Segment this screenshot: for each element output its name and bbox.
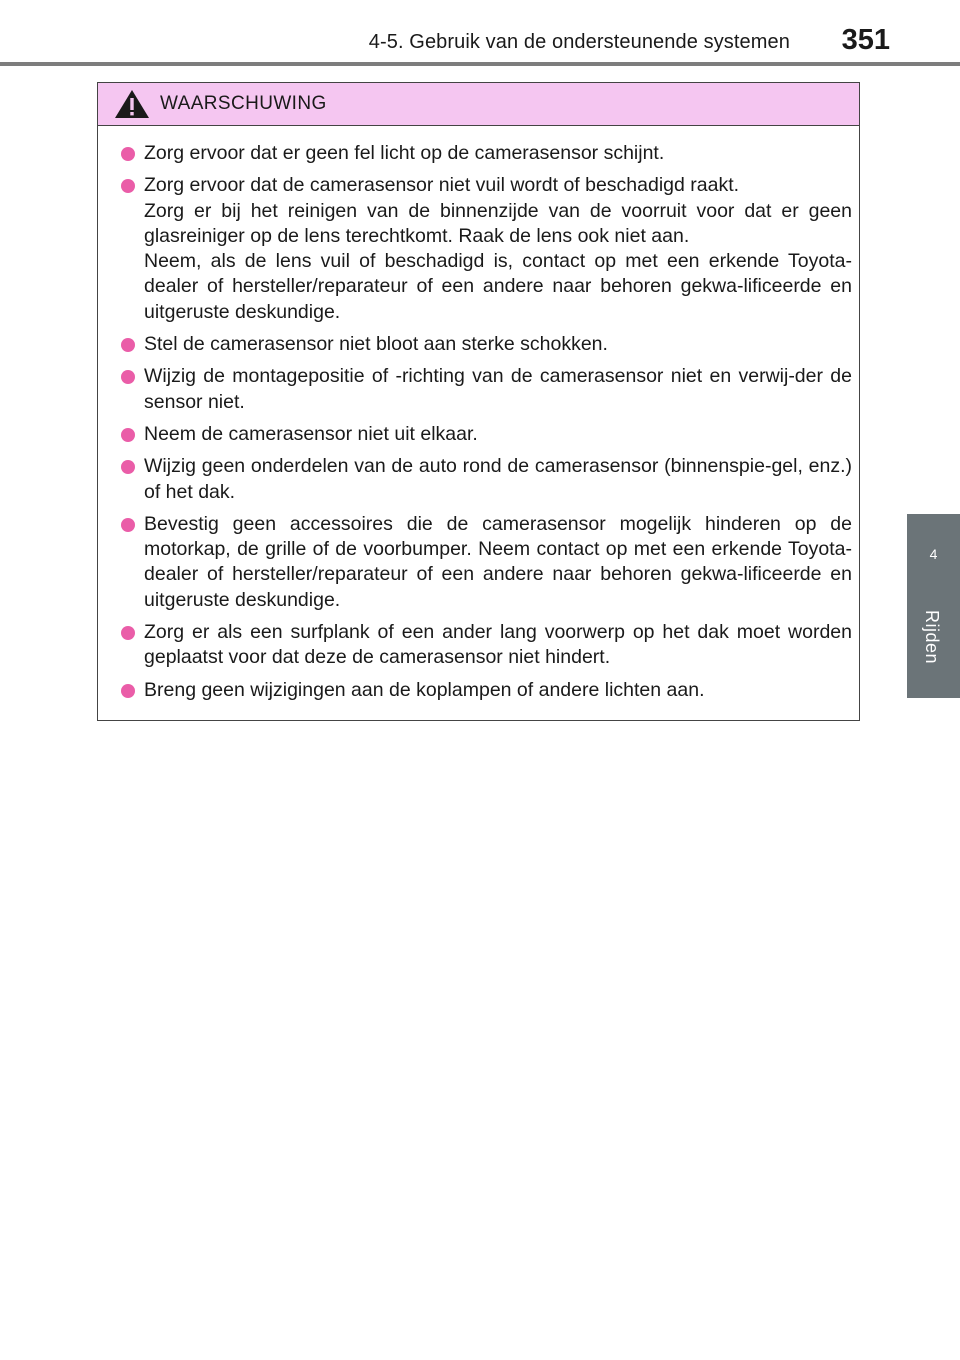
warning-item — [98, 422, 859, 447]
bullet-icon — [121, 428, 135, 442]
warning-item — [98, 454, 859, 505]
bullet-icon — [121, 626, 135, 640]
bullet-icon — [121, 147, 135, 161]
warning-item-text: Neem de camerasensor niet uit elkaar. — [144, 422, 478, 445]
chapter-tab — [907, 514, 960, 698]
warning-item-text: Zorg er als een surfplank of een ander lang voorwerp op het dak moet worden geplaatst voor dat deze de camerasensor niet hindert. — [144, 621, 852, 669]
warning-item-text: Zorg ervoor dat de camerasensor niet vuil wordt of beschadigd raakt. — [144, 174, 740, 197]
warning-item — [98, 364, 859, 415]
warning-item-text: Zorg er bij het reinigen van de binnenzijde van de voorruit voor dat er geen glasreiniger op de lens terechtkomt. Raak de lens ook niet aan. — [144, 199, 852, 247]
bullet-icon — [121, 370, 135, 384]
warning-item — [98, 332, 859, 357]
warning-header — [98, 83, 859, 126]
chapter-label: Rijden — [922, 610, 942, 665]
bullet-icon — [121, 179, 135, 193]
warning-item-text: Stel de camerasensor niet bloot aan sterke schokken. — [144, 333, 608, 356]
warning-list — [98, 141, 859, 710]
bullet-icon — [121, 338, 135, 352]
warning-triangle-icon — [114, 89, 150, 119]
warning-item — [98, 620, 859, 671]
header-rule — [0, 62, 960, 66]
warning-item-text: Zorg ervoor dat er geen fel licht op de camerasensor schijnt. — [144, 142, 665, 164]
warning-box — [97, 82, 860, 721]
page-number: 351 — [841, 24, 890, 56]
bullet-icon — [121, 460, 135, 474]
warning-item-text: Neem, als de lens vuil of beschadigd is, contact op met een erkende Toyota-dealer of hersteller/reparateur of een andere naar behoren gekwa-lificeerde en uitgeruste deskundige. — [144, 250, 852, 323]
warning-title: WAARSCHUWING — [160, 93, 327, 114]
bullet-icon — [121, 684, 135, 698]
warning-item — [98, 141, 859, 166]
page-header — [0, 0, 960, 66]
warning-item — [98, 678, 859, 703]
warning-item — [98, 512, 859, 613]
warning-item — [98, 173, 859, 325]
warning-item-text: Wijzig geen onderdelen van de auto rond de camerasensor (binnenspie-gel, enz.) of het dak. — [144, 455, 852, 503]
section-title: 4-5. Gebruik van de ondersteunende systemen — [368, 31, 790, 53]
chapter-number: 4 — [929, 546, 938, 562]
warning-item-text: Bevestig geen accessoires die de camerasensor mogelijk hinderen op de motorkap, de grille of de voorbumper. Neem contact op met een erkende Toyota-dealer of hersteller/reparateur of een andere naar behoren gekwa-lificeerde en uitgeruste deskundige. — [144, 512, 852, 611]
warning-item-text: Wijzig de montagepositie of -richting van de camerasensor niet en verwij-der de sensor niet. — [144, 365, 852, 413]
bullet-icon — [121, 518, 135, 532]
warning-item-text: Breng geen wijzigingen aan de koplampen of andere lichten aan. — [144, 678, 705, 701]
